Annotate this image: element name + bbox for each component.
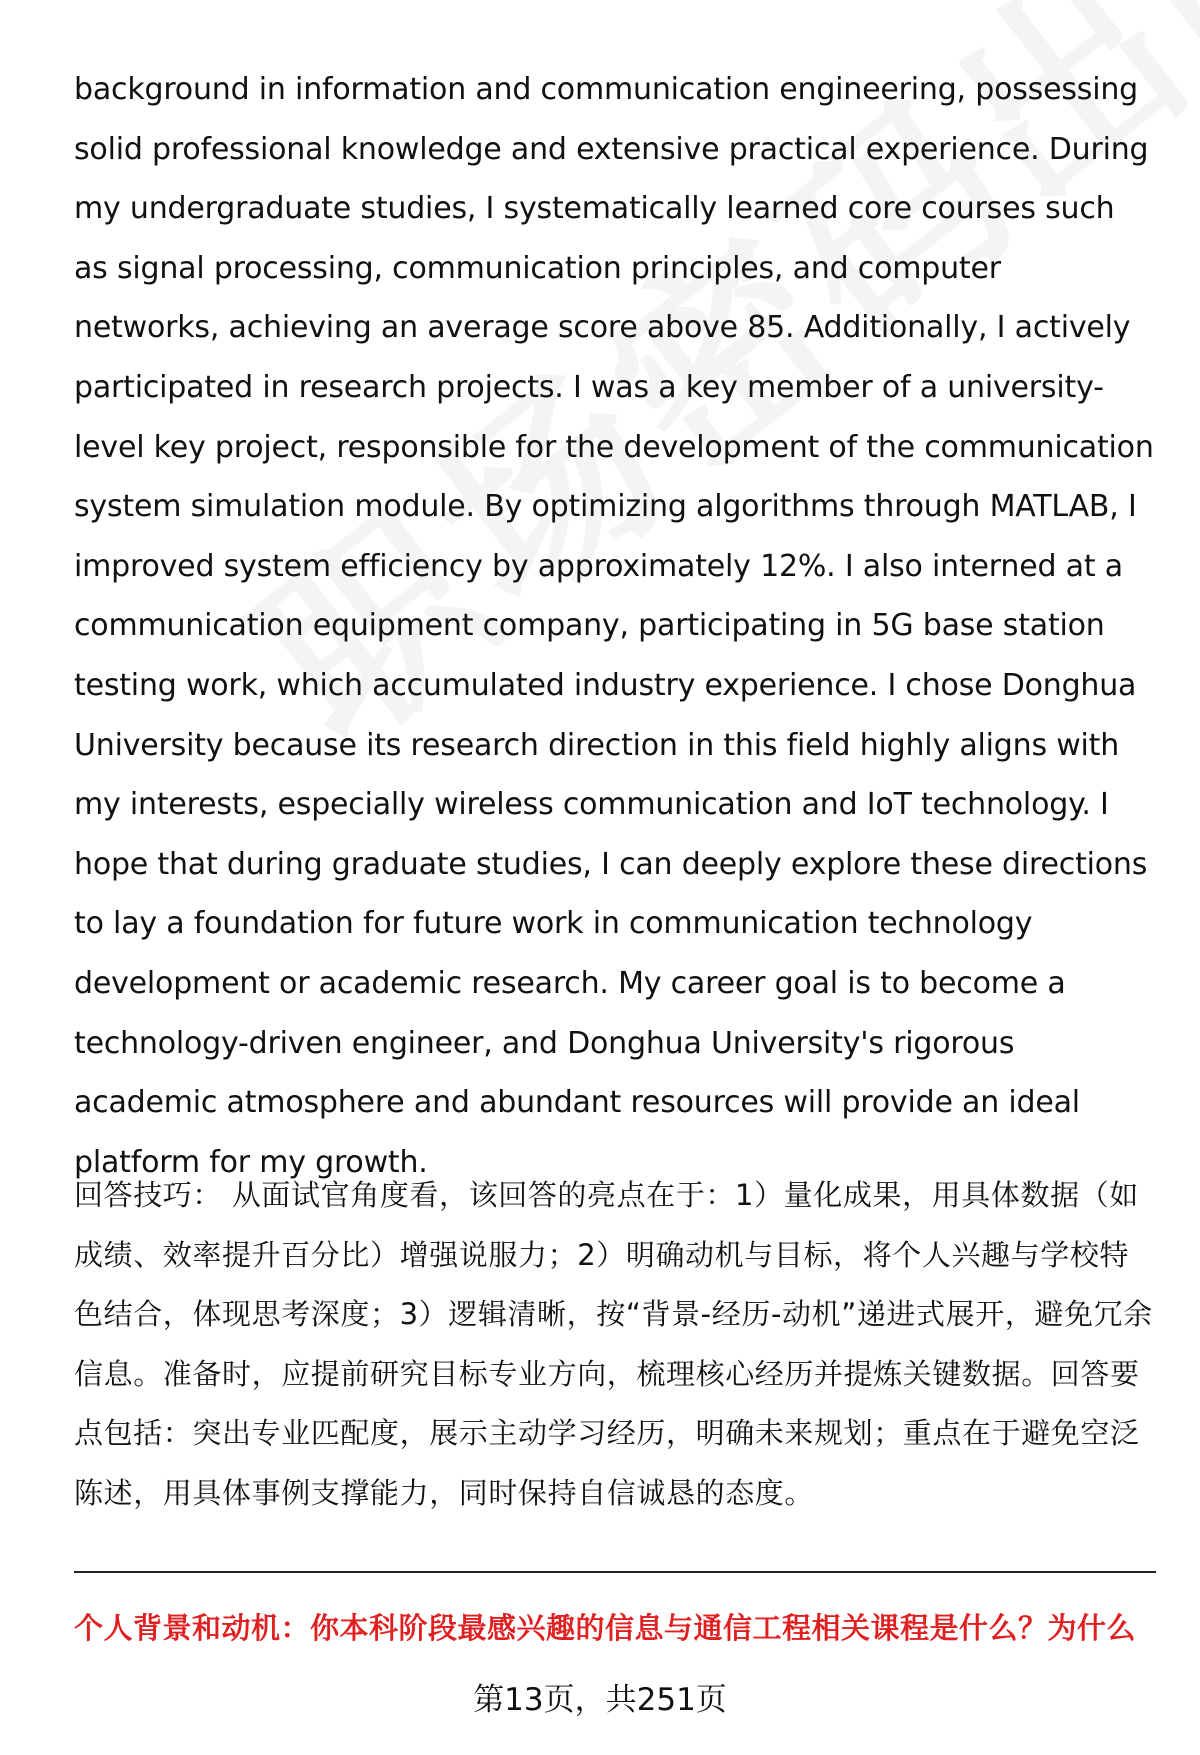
answer-tips-paragraph bbox=[74, 1166, 1154, 1523]
answer-tips-text: 从面试官角度看，该回答的亮点在于：1）量化成果，用具体数据（如成绩、效率提升百分比）增强说服力；2）明确动机与目标，将个人兴趣与学校特色结合，体现思考深度；3）逻辑清晰，按“背景-经历-动机”递进式展开，避免冗余信息。准备时，应提前研究目标专业方向，梳理核心经历并提炼关键数据。回答要点包括：突出专业匹配度，展示主动学习经历，明确未来规划；重点在于避免空泛陈述，用具体事例支撑能力，同时保持自信诚恳的态度。 bbox=[74, 1178, 1153, 1510]
page-number: 第13页，共251页 bbox=[473, 1682, 727, 1718]
answer-tips-label: 回答技巧： bbox=[74, 1178, 223, 1212]
next-question-heading: 个人背景和动机：你本科阶段最感兴趣的信息与通信工程相关课程是什么？为什么 bbox=[74, 1611, 1137, 1645]
section-divider bbox=[74, 1571, 1156, 1573]
answer-body-paragraph: background in information and communication engineering, possessing solid professional knowledge and extensive practical experience. During my undergraduate studies, I systematically learned core courses such as signal processing, communication principles, and computer networks, achieving an average score above 85. Additionally, I actively participated in research projects. I was a key member of a university-level key project, responsible for the development of the communication system simulation module. By optimizing algorithms through MATLAB, I improved system efficiency by approximately 12%. I also interned at a communication equipment company, participating in 5G base station testing work, which accumulated industry experience. I chose Donghua University because its research direction in this field highly aligns with my interests, especially wireless communication and IoT technology. I hope that during graduate studies, I can deeply explore these directions to lay a foundation for future work in communication technology development or academic research. My career goal is to become a technology-driven engineer, and Donghua University's rigorous academic atmosphere and abundant resources will provide an ideal platform for my growth. bbox=[74, 72, 1154, 1180]
